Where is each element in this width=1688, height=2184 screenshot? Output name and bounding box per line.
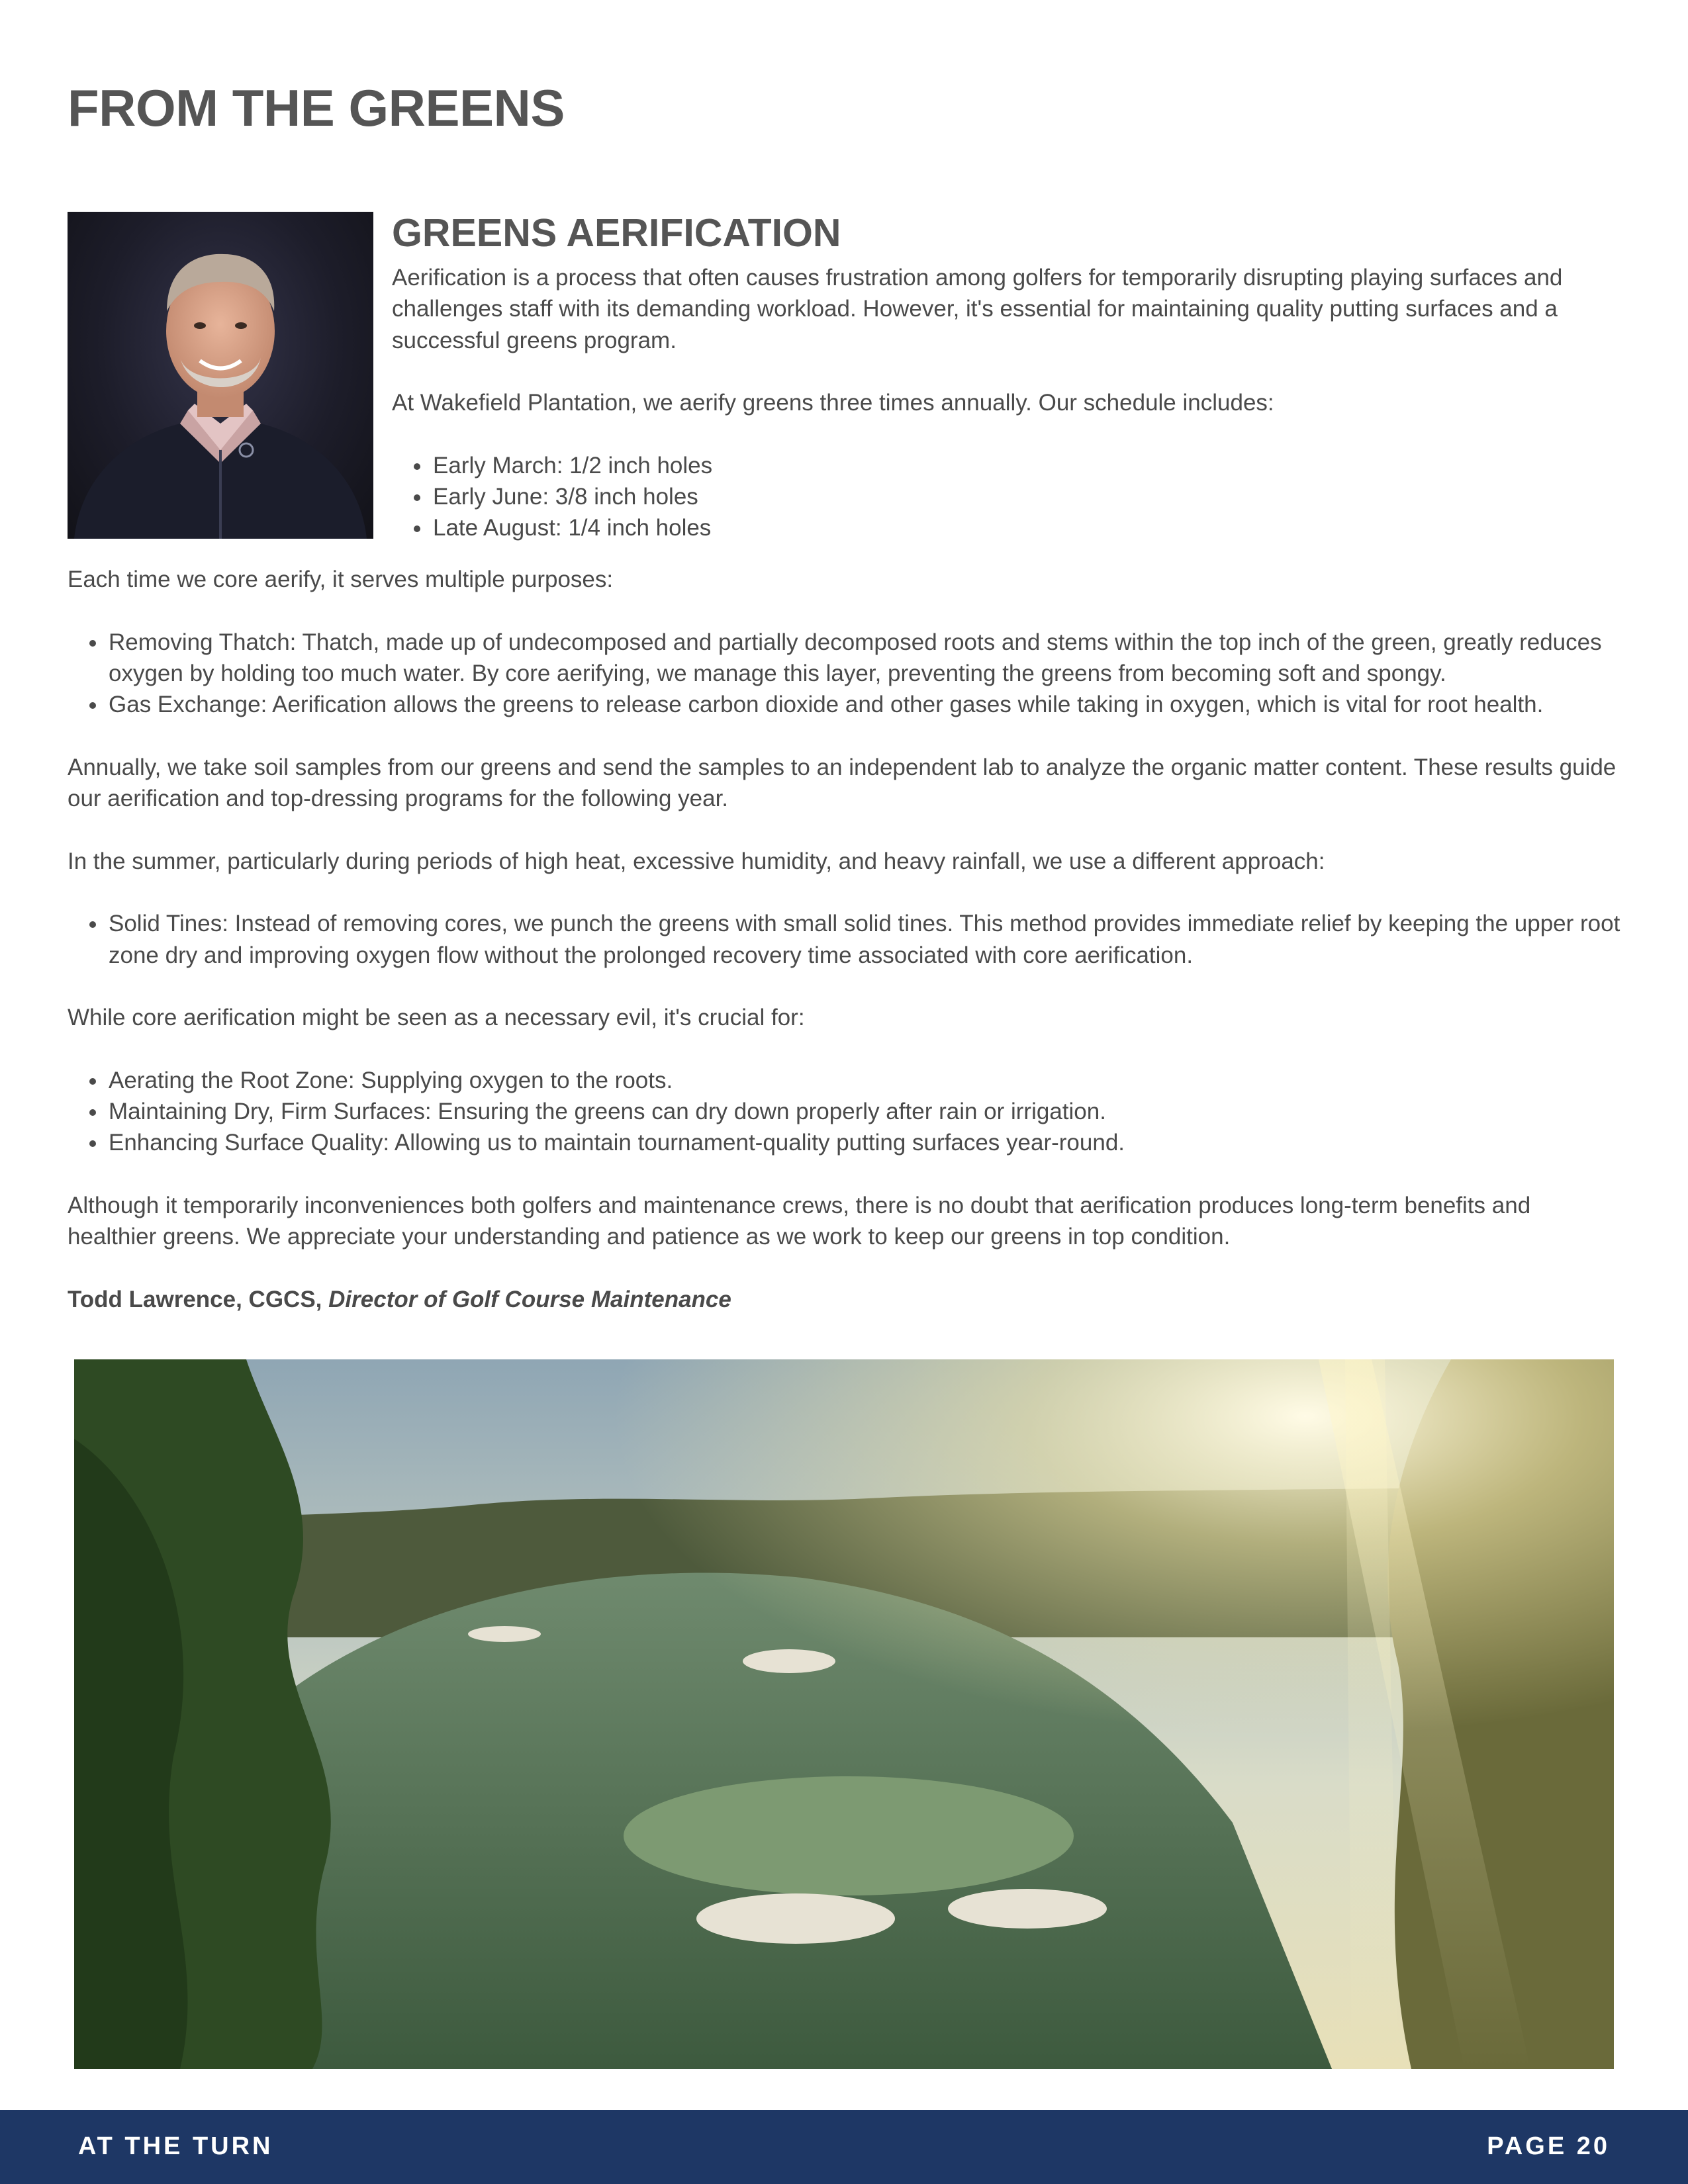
signature-title: Director of Golf Course Maintenance bbox=[328, 1286, 731, 1312]
crucial-list bbox=[68, 1065, 1623, 1159]
schedule-list bbox=[392, 450, 1623, 544]
list-item: • Late August: 1/4 inch holes bbox=[432, 512, 1623, 543]
list-item: • Removing Thatch: Thatch, made up of undecomposed and partially decomposed roots and stems within the top inch of the green, greatly reduces oxygen by holding too much water. By core aerifying, we manage this layer, preventing the greens from becoming soft and spongy. bbox=[107, 627, 1623, 690]
list-item: • Enhancing Surface Quality: Allowing us to maintain tournament-quality putting surfaces year-round. bbox=[107, 1127, 1623, 1158]
intro-paragraph: Aerification is a process that often causes frustration among golfers for temporarily disrupting playing surfaces and challenges staff with its demanding workload. However, it's essential for maintaining quality putting surfaces and a successful greens program. bbox=[392, 265, 1563, 353]
page-title: FROM THE GREENS bbox=[68, 79, 565, 137]
list-item: • Early June: 3/8 inch holes bbox=[432, 481, 1623, 512]
list-item: • Solid Tines: Instead of removing cores, we punch the greens with small solid tines. This method provides immediate relief by keeping the upper root zone dry and improving oxygen flow without the prolonged recovery time associated with core aerification. bbox=[107, 908, 1623, 971]
signature-name: Todd Lawrence, CGCS, bbox=[68, 1286, 322, 1312]
person-portrait-icon bbox=[68, 212, 373, 539]
purposes-list bbox=[68, 627, 1623, 721]
list-item: • Maintaining Dry, Firm Surfaces: Ensuring the greens can dry down properly after rain or irrigation. bbox=[107, 1096, 1623, 1127]
intro-section bbox=[392, 210, 1623, 544]
page-number: PAGE 20 bbox=[1487, 2132, 1610, 2160]
author-portrait bbox=[68, 212, 373, 539]
summer-list bbox=[68, 908, 1623, 971]
publication-name: AT THE TURN bbox=[78, 2132, 273, 2160]
closing-paragraph: Although it temporarily inconveniences both golfers and maintenance crews, there is no doubt that aerification produces long-term benefits and healthier greens. We appreciate your understanding and patience as we work to keep our greens in top condition. bbox=[68, 1192, 1531, 1250]
purposes-intro: Each time we core aerify, it serves multiple purposes: bbox=[68, 567, 614, 592]
soil-paragraph: Annually, we take soil samples from our greens and send the samples to an independent lab to analyze the organic matter content. These results guide our aerification and top-dressing programs for the following year. bbox=[68, 754, 1617, 812]
signature bbox=[68, 1284, 1623, 1315]
golf-course-aerial-icon bbox=[74, 1359, 1614, 2069]
course-photo bbox=[74, 1359, 1614, 2069]
list-item: • Early March: 1/2 inch holes bbox=[432, 450, 1623, 481]
page-footer bbox=[0, 2110, 1688, 2184]
list-item: • Aerating the Root Zone: Supplying oxygen to the roots. bbox=[107, 1065, 1623, 1096]
list-item: • Gas Exchange: Aerification allows the greens to release carbon dioxide and other gases while taking in oxygen, which is vital for root health. bbox=[107, 689, 1623, 720]
article-body bbox=[68, 564, 1623, 1315]
summer-intro: In the summer, particularly during periods of high heat, excessive humidity, and heavy rainfall, we use a different approach: bbox=[68, 848, 1325, 874]
schedule-intro: At Wakefield Plantation, we aerify greens three times annually. Our schedule includes: bbox=[392, 390, 1274, 416]
crucial-intro: While core aerification might be seen as a necessary evil, it's crucial for: bbox=[68, 1005, 805, 1031]
section-title: GREENS AERIFICATION bbox=[392, 211, 841, 255]
